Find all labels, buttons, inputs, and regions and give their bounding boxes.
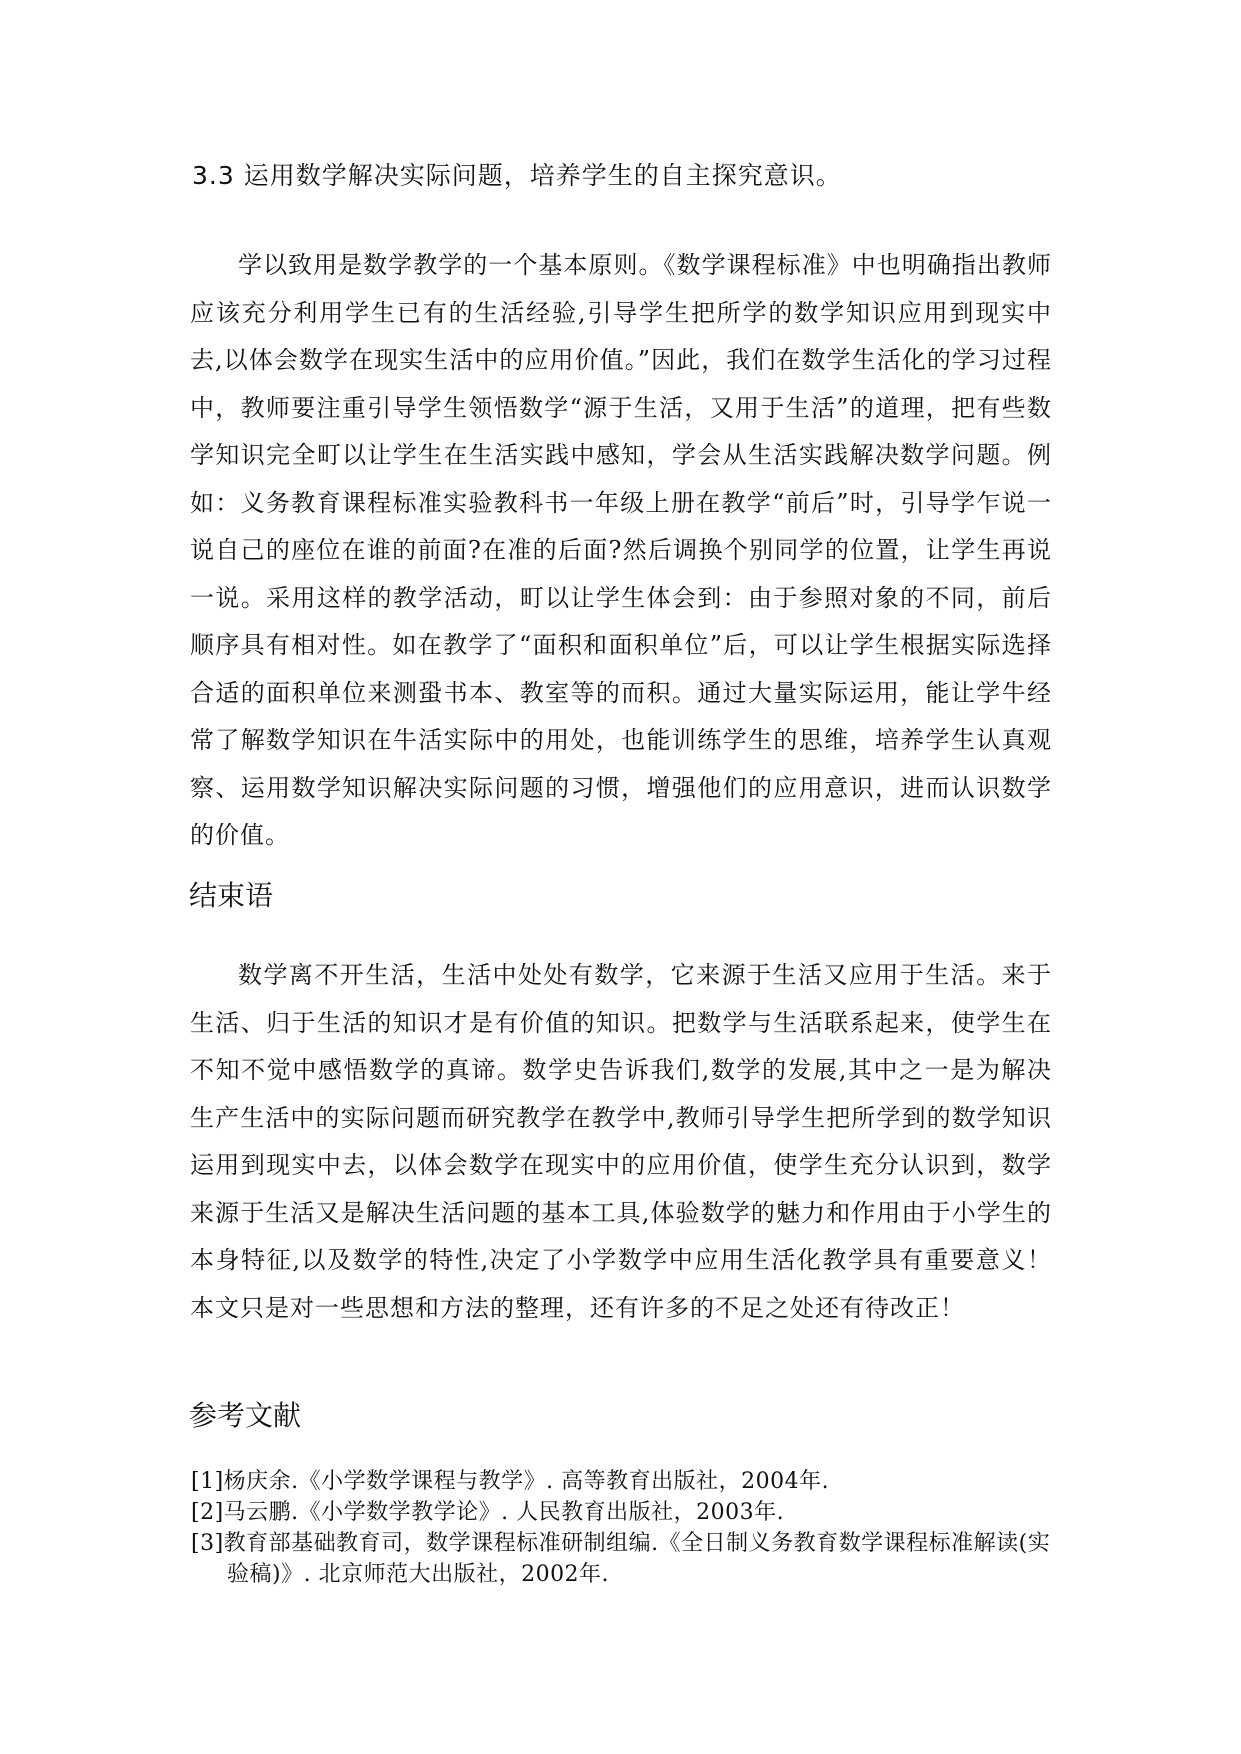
reference-list: [191, 1466, 1061, 1590]
references-heading: 参考文献: [189, 1399, 302, 1432]
reference-item: [2]马云鹏.《小学数学教学论》. 人民教育出版社，2003年.: [191, 1500, 785, 1525]
conclusion-paragraph: 数学离不开生活，生活中处处有数学，它来源于生活又应用于生活。来于生活、归于生活的知识才是有价值的知识。把数学与生活联系起来，使学生在不知不觉中感悟数学的真谛。数学史告诉我们,数学的发展,其中之一是为解决生产生活中的实际问题而研究教学在教学中,教师引导学生把所学到的数学知识运用到现实中去，以体会数学在现实中的应用价值，使学生充分认识到，数学来源于生活又是解决生活问题的基本工具,体验数学的魅力和作用由于小学生的本身特征,以及数学的特性,决定了小学数学中应用生活化教学具有重要意义！本文只是对一些思想和方法的整理，还有许多的不足之处还有待改正！: [190, 961, 1052, 1322]
reference-item: [1]杨庆余.《小学数学课程与教学》. 高等教育出版社，2004年.: [191, 1469, 830, 1494]
reference-item: [3]教育部基础教育司，数学课程标准研制组编.《全日制义务教育数学课程标准解读(实验稿)》. 北京师范大出版社，2002年.: [191, 1531, 1051, 1587]
section-paragraph: 学以致用是数学教学的一个基本原则。《数学课程标准》中也明确指出教师应该充分利用学生已有的生活经验,引导学生把所学的数学知识应用到现实中去,以体会数学在现实生活中的应用价值。”因此，我们在数学生活化的学习过程中，教师要注重引导学生领悟数学“源于生活，又用于生活”的道理，把有些数学知识完全町以让学生在生活实践中感知，学会从生活实践解决数学问题。例如：义务教育课程标准实验教科书一年级上册在教学“前后”时，引导学乍说一说自己的座位在谁的前面?在准的后面?然后调换个别同学的位置，让学生再说一说。采用这样的教学活动，町以让学生体会到：由于参照对象的不同，前后顺序具有相对性。如在教学了“面积和面积单位”后，可以让学生根据实际选择合适的面积单位来测蛩书本、教室等的而积。通过大量实际运用，能让学牛经常了解数学知识在牛活实际中的用处，也能训练学生的思维，培养学生认真观察、运用数学知识解决实际问题的习惯，增强他们的应用意识，进而认识数学的价值。: [190, 251, 1052, 849]
conclusion-heading: 结束语: [189, 879, 274, 912]
section-heading: 3.3 运用数学解决实际问题，培养学生的自主探究意识。: [192, 161, 842, 190]
